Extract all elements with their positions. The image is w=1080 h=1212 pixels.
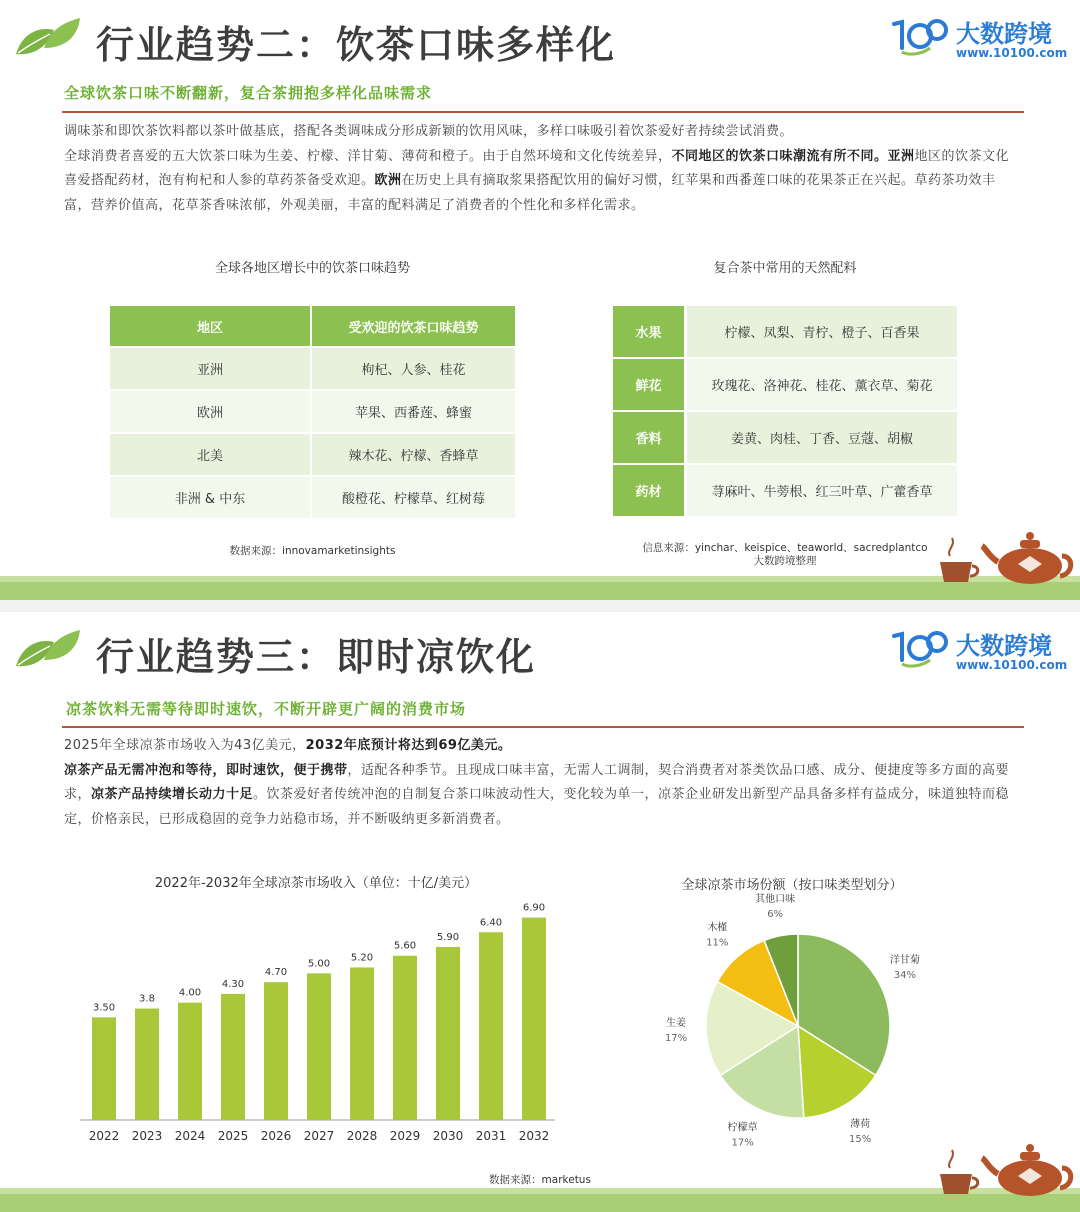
slice-label: 其他口味 [755,894,796,906]
bar [522,918,546,1120]
chart-source: 数据来源：marketus [489,1174,591,1186]
bold-run: 不同地区的饮茶口味潮流有所不同。亚洲 [671,148,915,164]
region-flavor-table [110,304,515,520]
bar-chart [70,862,570,1152]
logo-mark-icon [890,628,952,670]
data-label: 4.00 [178,987,202,999]
page-title: 行业趋势二：饮茶口味多样化 [96,23,617,67]
slice-label: 生姜 [666,1017,687,1029]
slice-label: 洋甘菊 [889,955,920,967]
slice-percent: 17% [731,1137,754,1149]
tick-label: 2022 [88,1129,120,1143]
slice-percent: 15% [848,1134,872,1146]
leaf-icon [14,628,82,672]
divider [62,726,1024,728]
bold-run: 凉茶产品持续增长动力十足 [91,787,254,802]
tick-label: 2031 [475,1129,507,1143]
bar [221,994,245,1120]
data-label: 4.70 [264,967,288,979]
chart-title: 全球凉茶市场份额（按口味类型划分） [681,878,903,893]
slice-label: 柠檬草 [727,1122,758,1134]
logo-name: 大数跨境 [956,20,1052,48]
intro-line [64,759,1016,833]
data-label: 3.8 [139,993,155,1005]
data-label: 5.60 [393,940,417,952]
table-row [110,434,515,475]
table-cell: 酸橙花、柠檬草、红树莓 [312,477,515,518]
table-cell: 苹果、西番莲、蜂蜜 [312,391,515,432]
data-label: 6.40 [479,917,503,929]
table-cell: 姜黄、肉桂、丁香、豆蔻、胡椒 [687,412,957,463]
tick-label: 2027 [303,1129,335,1143]
table-row [110,477,515,518]
leaf-icon [14,16,82,60]
table-cell: 欧洲 [110,391,312,432]
bar [393,956,417,1120]
bar-series [89,903,550,1143]
text-run: ，适配各种季节。且现成口味丰富，无需人工调制，契合消费者对茶类饮品口感、成分、便捷度等多方面的高要求， [64,762,1010,802]
logo-name: 大数跨境 [956,632,1052,660]
slice-percent: 17% [664,1032,688,1044]
tick-label: 2030 [432,1129,464,1143]
table-cell: 柠檬、凤梨、青柠、橙子、百香果 [687,306,957,357]
tick-label: 2032 [518,1129,550,1143]
table-cell: 荨麻叶、牛蒡根、红三叶草、广藿香草 [687,465,957,516]
pie-chart [620,862,950,1162]
ingredient-table [613,304,957,518]
data-label: 5.20 [350,952,374,964]
bold-run: 凉茶产品无需冲泡和等待，即时速饮，便于携带 [64,762,348,778]
bar [92,1017,116,1120]
data-label: 6.90 [522,902,546,914]
table-cell: 亚洲 [110,348,312,389]
page-subtitle: 全球饮茶口味不断翻新，复合茶拥抱多样化品味需求 [64,84,433,102]
teapot-icon [936,1138,1076,1198]
bar [307,973,331,1120]
table-row [613,306,957,357]
bar [264,982,288,1120]
slice-percent: 34% [893,970,917,982]
data-label: 5.90 [436,931,460,943]
intro-line [64,734,1016,759]
table-cell: 玫瑰花、洛神花、桂花、薰衣草、菊花 [687,359,957,410]
table2-source [613,542,957,568]
text-run: 2025年全球凉茶市场收入为43亿美元， [64,738,306,753]
bar [135,1009,159,1120]
tick-label: 2023 [131,1129,163,1143]
intro-line: 调味茶和即饮茶饮料都以茶叶做基底，搭配各类调味成分形成新颖的饮用风味，多样口味吸引着饮茶爱好者持续尝试消费。 [64,124,794,139]
table-row [110,348,515,389]
slice-label: 薄荷 [850,1119,871,1131]
text-run: 全球消费者喜爱的五大饮茶口味为生姜、柠檬、洋甘菊、薄荷和橙子。由于自然环境和文化传统差异， [64,148,672,164]
teapot-icon [936,526,1076,586]
intro-paragraph [64,120,1016,218]
table-row [613,359,957,410]
table-cell: 香料 [613,412,687,463]
table-cell: 枸杞、人参、桂花 [312,348,515,389]
tick-label: 2026 [260,1129,292,1143]
page-title: 行业趋势三：即时凉饮化 [96,635,537,679]
text-run: 在历史上具有摘取浆果搭配饮用的偏好习惯，红苹果和西番莲口味的花果茶正在兴起。草药茶功效丰富，营养价值高，花草茶香味浓郁，外观美丽，丰富的配料满足了消费者的个性化和多样化需求。 [64,173,996,213]
slice-percent: 11% [706,937,729,949]
bar [350,967,374,1120]
table1-source: 数据来源：innovamarketinsights [229,545,396,557]
bar [436,947,460,1120]
table-row [110,391,515,432]
logo-url: www.10100.com [956,658,1068,672]
table-header-row [110,306,515,346]
bold-run: 2032年底预计将达到69亿美元。 [305,738,512,753]
logo-mark-icon [890,16,952,58]
tick-label: 2028 [346,1129,378,1143]
source-line: 信息来源：yinchar、keispice、teaworld、sacredplantco [642,542,928,554]
tick-label: 2029 [389,1129,421,1143]
logo-url: www.10100.com [956,46,1068,60]
source-line: 大数跨境整理 [753,555,817,567]
table1-caption: 全球各地区增长中的饮茶口味趋势 [214,261,410,276]
table-cell: 非洲 & 中东 [110,477,312,518]
table2-caption: 复合茶中常用的天然配料 [713,261,857,276]
data-label: 4.30 [221,978,245,990]
pie-slices [706,934,890,1118]
data-label: 5.00 [307,958,331,970]
table-cell: 北美 [110,434,312,475]
intro-line [64,145,1016,219]
bold-run: 欧洲 [374,173,402,188]
table-cell: 水果 [613,306,687,357]
brand-logo [890,626,1070,678]
brand-logo [890,14,1070,66]
data-label: 3.50 [92,1002,116,1014]
slide-cold-tea-trend [0,612,1080,1212]
slice-percent: 6% [767,909,784,921]
table-cell: 辣木花、柠檬、香蜂草 [312,434,515,475]
slide-gap [0,600,1080,612]
table-row [613,412,957,463]
table-header: 地区 [110,306,312,346]
grass-band [0,1188,1080,1194]
slice-label: 木槿 [707,922,728,934]
intro-paragraph [64,734,1016,832]
table-cell: 药材 [613,465,687,516]
tick-label: 2025 [217,1129,249,1143]
tick-label: 2024 [174,1129,206,1143]
chart-title: 2022年-2032年全球凉茶市场收入（单位：十亿/美元） [154,876,478,891]
page-subtitle: 凉茶饮料无需等待即时速饮，不断开辟更广阔的消费市场 [66,700,467,718]
divider [62,111,1024,113]
text-run: 。饮茶爱好者传统冲泡的自制复合茶口味波动性大，变化较为单一，凉茶企业研发出新型产品具备多样有益成分，味道独特而稳定，价格亲民，已形成稳固的竞争力站稳市场，并不断吸纳更多新消费者。 [64,787,1010,827]
table-cell: 鲜花 [613,359,687,410]
bar [479,932,503,1120]
grass-band [0,576,1080,582]
table-row [613,465,957,516]
slide-tea-flavor-trend [0,0,1080,600]
table-header: 受欢迎的饮茶口味趋势 [312,306,515,346]
text-run: 地区的饮茶文化喜爱搭配药材，泡有枸杞和人参的草药茶备受欢迎。 [64,148,1010,188]
bar [178,1003,202,1120]
